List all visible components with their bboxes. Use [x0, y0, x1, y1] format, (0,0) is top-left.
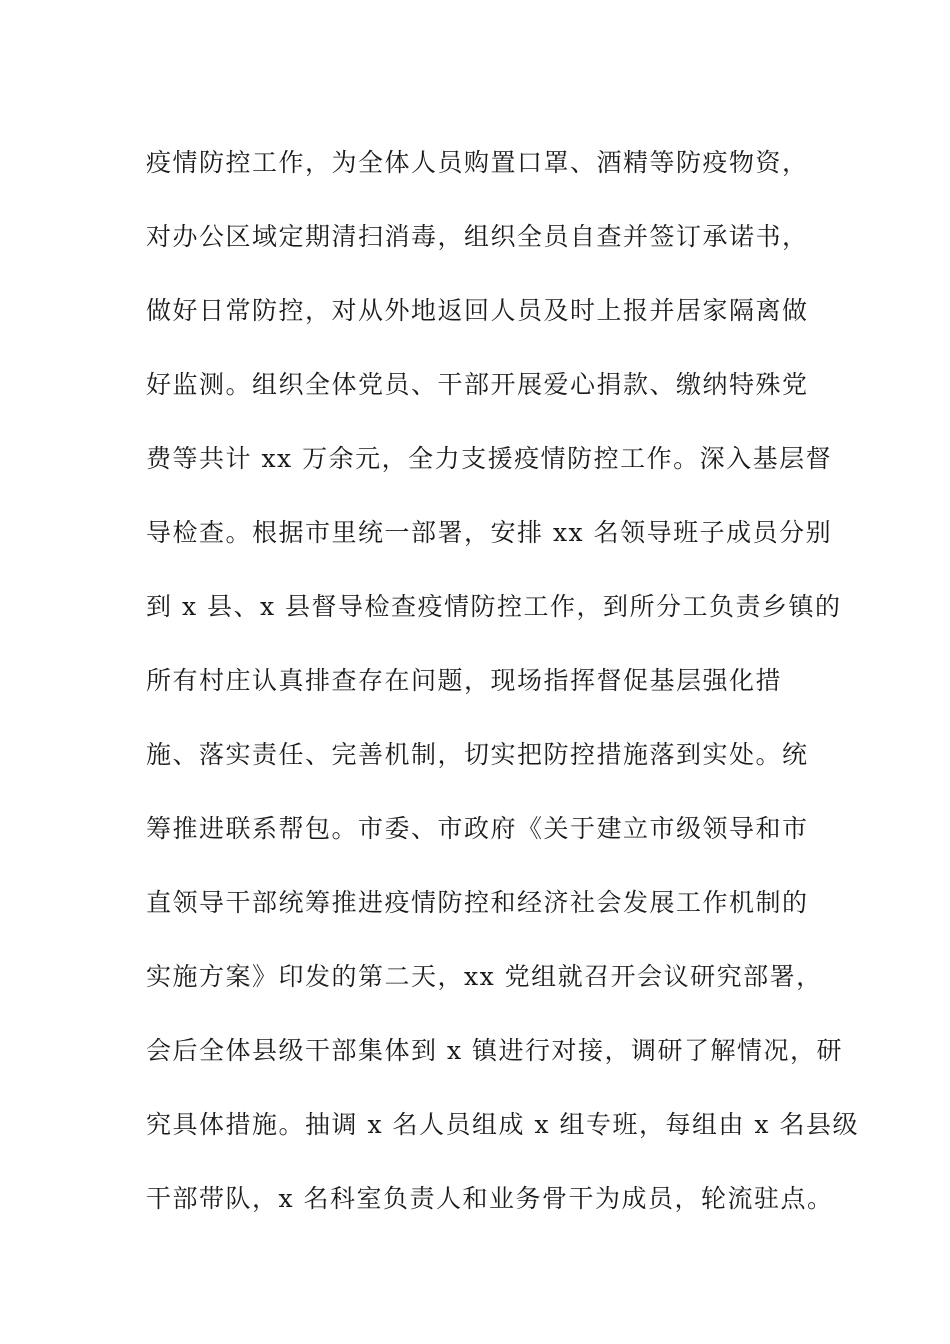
text-line: 筹推进联系帮包。市委、市政府《关于建立市级领导和市 — [146, 814, 809, 843]
text-line: 导检查。根据市里统一部署，安排 xx 名领导班子成员分别 — [146, 518, 833, 547]
text-line: 施、落实责任、完善机制，切实把防控措施落到实处。统 — [146, 740, 809, 769]
text-line: 疫情防控工作，为全体人员购置口罩、酒精等防疫物资， — [146, 148, 809, 177]
text-line: 干部带队，x 名科室负责人和业务骨干为成员，轮流驻点。 — [146, 1184, 834, 1213]
text-line: 做好日常防控，对从外地返回人员及时上报并居家隔离做 — [146, 296, 809, 325]
text-line: 究具体措施。抽调 x 名人员组成 x 组专班，每组由 x 名县级 — [146, 1110, 859, 1139]
text-line: 好监测。组织全体党员、干部开展爱心捐款、缴纳特殊党 — [146, 370, 809, 399]
text-line: 会后全体县级干部集体到 x 镇进行对接，调研了解情况，研 — [146, 1036, 843, 1065]
text-line: 实施方案》印发的第二天，xx 党组就召开会议研究部署， — [146, 962, 823, 991]
text-line: 费等共计 xx 万余元，全力支援疫情防控工作。深入基层督 — [146, 444, 833, 473]
text-line: 对办公区域定期清扫消毒，组织全员自查并签订承诺书， — [146, 222, 809, 251]
text-line: 所有村庄认真排查存在问题，现场指挥督促基层强化措 — [146, 666, 783, 695]
body-text — [146, 126, 859, 1236]
text-line: 到 x 县、x 县督导检查疫情防控工作，到所分工负责乡镇的 — [146, 592, 842, 621]
text-line: 直领导干部统筹推进疫情防控和经济社会发展工作机制的 — [146, 888, 809, 917]
